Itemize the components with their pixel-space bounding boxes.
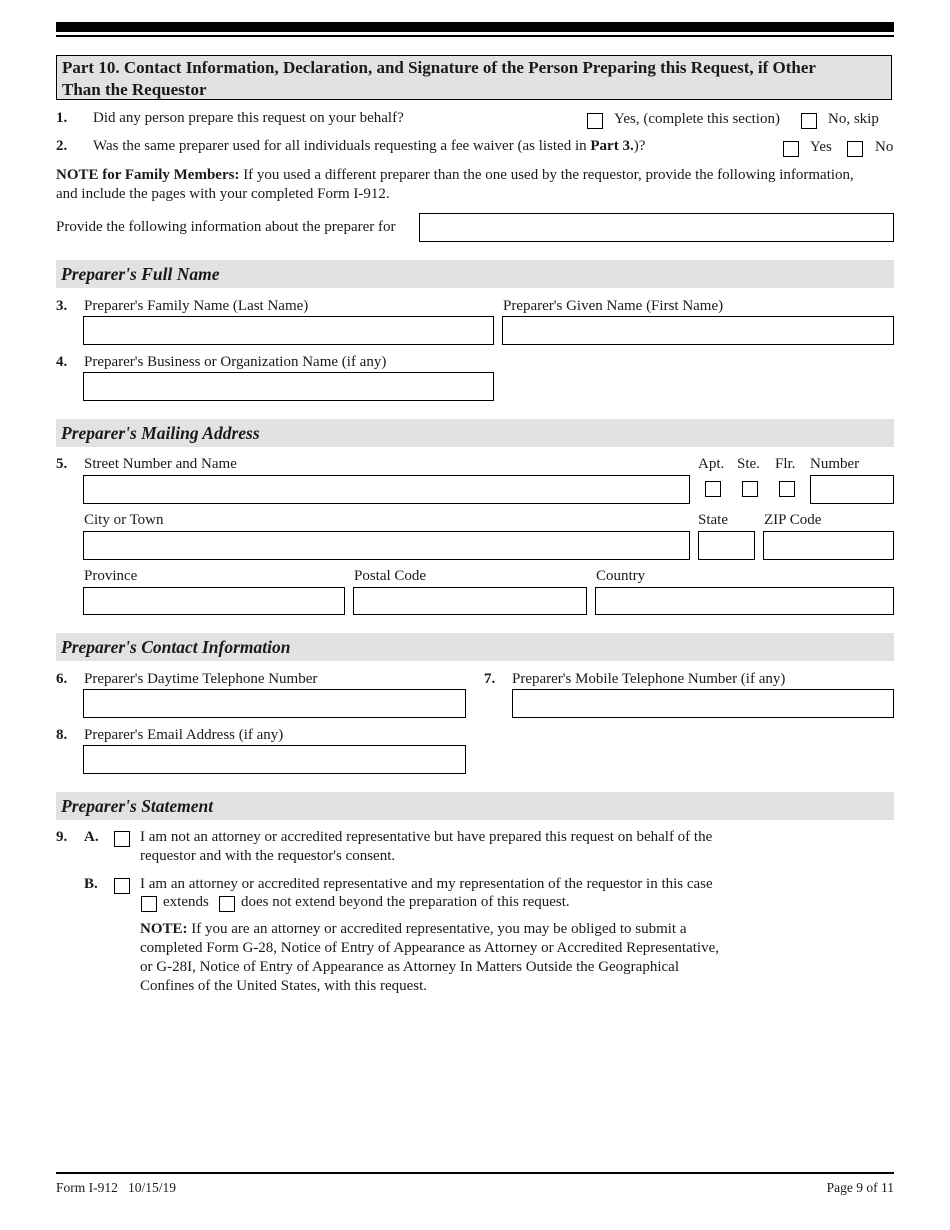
- given-name-label: Preparer's Given Name (First Name): [503, 298, 724, 314]
- business-name-input[interactable]: [83, 372, 494, 401]
- note-g28-bold: NOTE:: [140, 921, 188, 937]
- given-name-input[interactable]: [502, 316, 894, 345]
- ste-label: Ste.: [737, 456, 760, 472]
- q4-number: 4.: [56, 354, 68, 370]
- q1-no-label: No, skip: [828, 111, 879, 127]
- part-title-line2: Than the Requestor: [62, 80, 207, 99]
- q2-text-before: Was the same preparer used for all individuals requesting a fee waiver (as listed in: [93, 138, 591, 154]
- note-g28-line1: [140, 921, 687, 938]
- flr-checkbox[interactable]: [779, 481, 795, 497]
- mobile-phone-input[interactable]: [512, 689, 894, 718]
- country-input[interactable]: [595, 587, 894, 615]
- q9-b-line1: I am an attorney or accredited representative and my representation of the requestor in this case: [140, 876, 713, 892]
- postal-label: Postal Code: [354, 568, 427, 584]
- note-family-bold: NOTE for Family Members:: [56, 167, 240, 183]
- q3-number: 3.: [56, 298, 68, 314]
- apt-checkbox[interactable]: [705, 481, 721, 497]
- footer-form-id: Form I-912 10/15/19: [56, 1180, 176, 1195]
- family-name-label: Preparer's Family Name (Last Name): [84, 298, 309, 314]
- note-family-line2: and include the pages with your completed Form I-912.: [56, 186, 390, 202]
- q1-number: 1.: [56, 110, 68, 126]
- country-label: Country: [596, 568, 646, 584]
- family-name-input[interactable]: [83, 316, 494, 345]
- daytime-phone-input[interactable]: [83, 689, 466, 718]
- ste-checkbox[interactable]: [742, 481, 758, 497]
- city-label: City or Town: [84, 512, 164, 528]
- q9-number: 9.: [56, 829, 68, 845]
- city-input[interactable]: [83, 531, 690, 560]
- q6-number: 6.: [56, 671, 68, 687]
- part-title-line1: Part 10. Contact Information, Declaration, and Signature of the Person Preparing this Request, if Other: [62, 58, 816, 77]
- q1-no-checkbox[interactable]: [801, 113, 817, 129]
- footer-page-number: Page 9 of 11: [826, 1180, 894, 1195]
- flr-label: Flr.: [775, 456, 796, 472]
- q1-yes-checkbox[interactable]: [587, 113, 603, 129]
- street-input[interactable]: [83, 475, 690, 504]
- daytime-phone-label: Preparer's Daytime Telephone Number: [84, 671, 318, 687]
- not-extend-label: does not extend beyond the preparation of this request.: [241, 894, 570, 910]
- q1-text: Did any person prepare this request on your behalf?: [93, 110, 404, 126]
- q9-a-line1: I am not an attorney or accredited representative but have prepared this request on behalf of the: [140, 829, 713, 845]
- q9-b-checkbox[interactable]: [114, 878, 130, 894]
- preparer-for-input[interactable]: [419, 213, 894, 242]
- state-select[interactable]: [698, 531, 755, 560]
- top-thick-rule: [56, 22, 894, 32]
- extends-label: extends: [163, 894, 209, 910]
- footer-rule: [56, 1172, 894, 1174]
- section-mailing-address: Preparer's Mailing Address: [56, 419, 894, 447]
- q2-text-bold: Part 3.: [590, 138, 634, 154]
- state-label: State: [698, 512, 728, 528]
- q2-no-checkbox[interactable]: [847, 141, 863, 157]
- mobile-phone-label: Preparer's Mobile Telephone Number (if any): [512, 671, 786, 687]
- section-contact-info: Preparer's Contact Information: [56, 633, 894, 661]
- email-label: Preparer's Email Address (if any): [84, 727, 284, 743]
- q7-number: 7.: [484, 671, 496, 687]
- q9-a-checkbox[interactable]: [114, 831, 130, 847]
- number-label: Number: [810, 456, 860, 472]
- note-g28-line2: completed Form G-28, Notice of Entry of Appearance as Attorney or Accredited Representative,: [140, 940, 719, 956]
- q2-no-label: No: [875, 139, 894, 155]
- provide-for-label: Provide the following information about the preparer for: [56, 219, 396, 235]
- q9-b-letter: B.: [84, 876, 98, 892]
- email-input[interactable]: [83, 745, 466, 774]
- province-label: Province: [84, 568, 138, 584]
- q9-a-line2: requestor and with the requestor's consent.: [140, 848, 396, 864]
- q2-text-after: )?: [633, 138, 646, 154]
- zip-input[interactable]: [763, 531, 894, 560]
- note-g28-line4: Confines of the United States, with this request.: [140, 978, 428, 994]
- street-label: Street Number and Name: [84, 456, 237, 472]
- note-family-text1: If you used a different preparer than the one used by the requestor, provide the following information,: [239, 167, 854, 183]
- q9-a-letter: A.: [84, 829, 99, 845]
- q2-text: [93, 138, 645, 155]
- province-input[interactable]: [83, 587, 345, 615]
- postal-input[interactable]: [353, 587, 587, 615]
- apt-label: Apt.: [698, 456, 725, 472]
- not-extend-checkbox[interactable]: [219, 896, 235, 912]
- note-g28-line3: or G-28I, Notice of Entry of Appearance as Attorney In Matters Outside the Geographical: [140, 959, 679, 975]
- extends-checkbox[interactable]: [141, 896, 157, 912]
- q5-number: 5.: [56, 456, 68, 472]
- business-name-label: Preparer's Business or Organization Name (if any): [84, 354, 387, 370]
- section-statement: Preparer's Statement: [56, 792, 894, 820]
- note-family-line1: [56, 167, 854, 184]
- q8-number: 8.: [56, 727, 68, 743]
- part-10-heading: [56, 55, 892, 100]
- unit-number-input[interactable]: [810, 475, 894, 504]
- note-g28-text1: If you are an attorney or accredited representative, you may be obliged to submit a: [187, 921, 687, 937]
- top-thin-rule: [56, 35, 894, 37]
- zip-label: ZIP Code: [764, 512, 822, 528]
- q2-yes-label: Yes: [810, 139, 832, 155]
- q2-yes-checkbox[interactable]: [783, 141, 799, 157]
- section-full-name: Preparer's Full Name: [56, 260, 894, 288]
- q1-yes-label: Yes, (complete this section): [614, 111, 780, 127]
- q2-number: 2.: [56, 138, 68, 154]
